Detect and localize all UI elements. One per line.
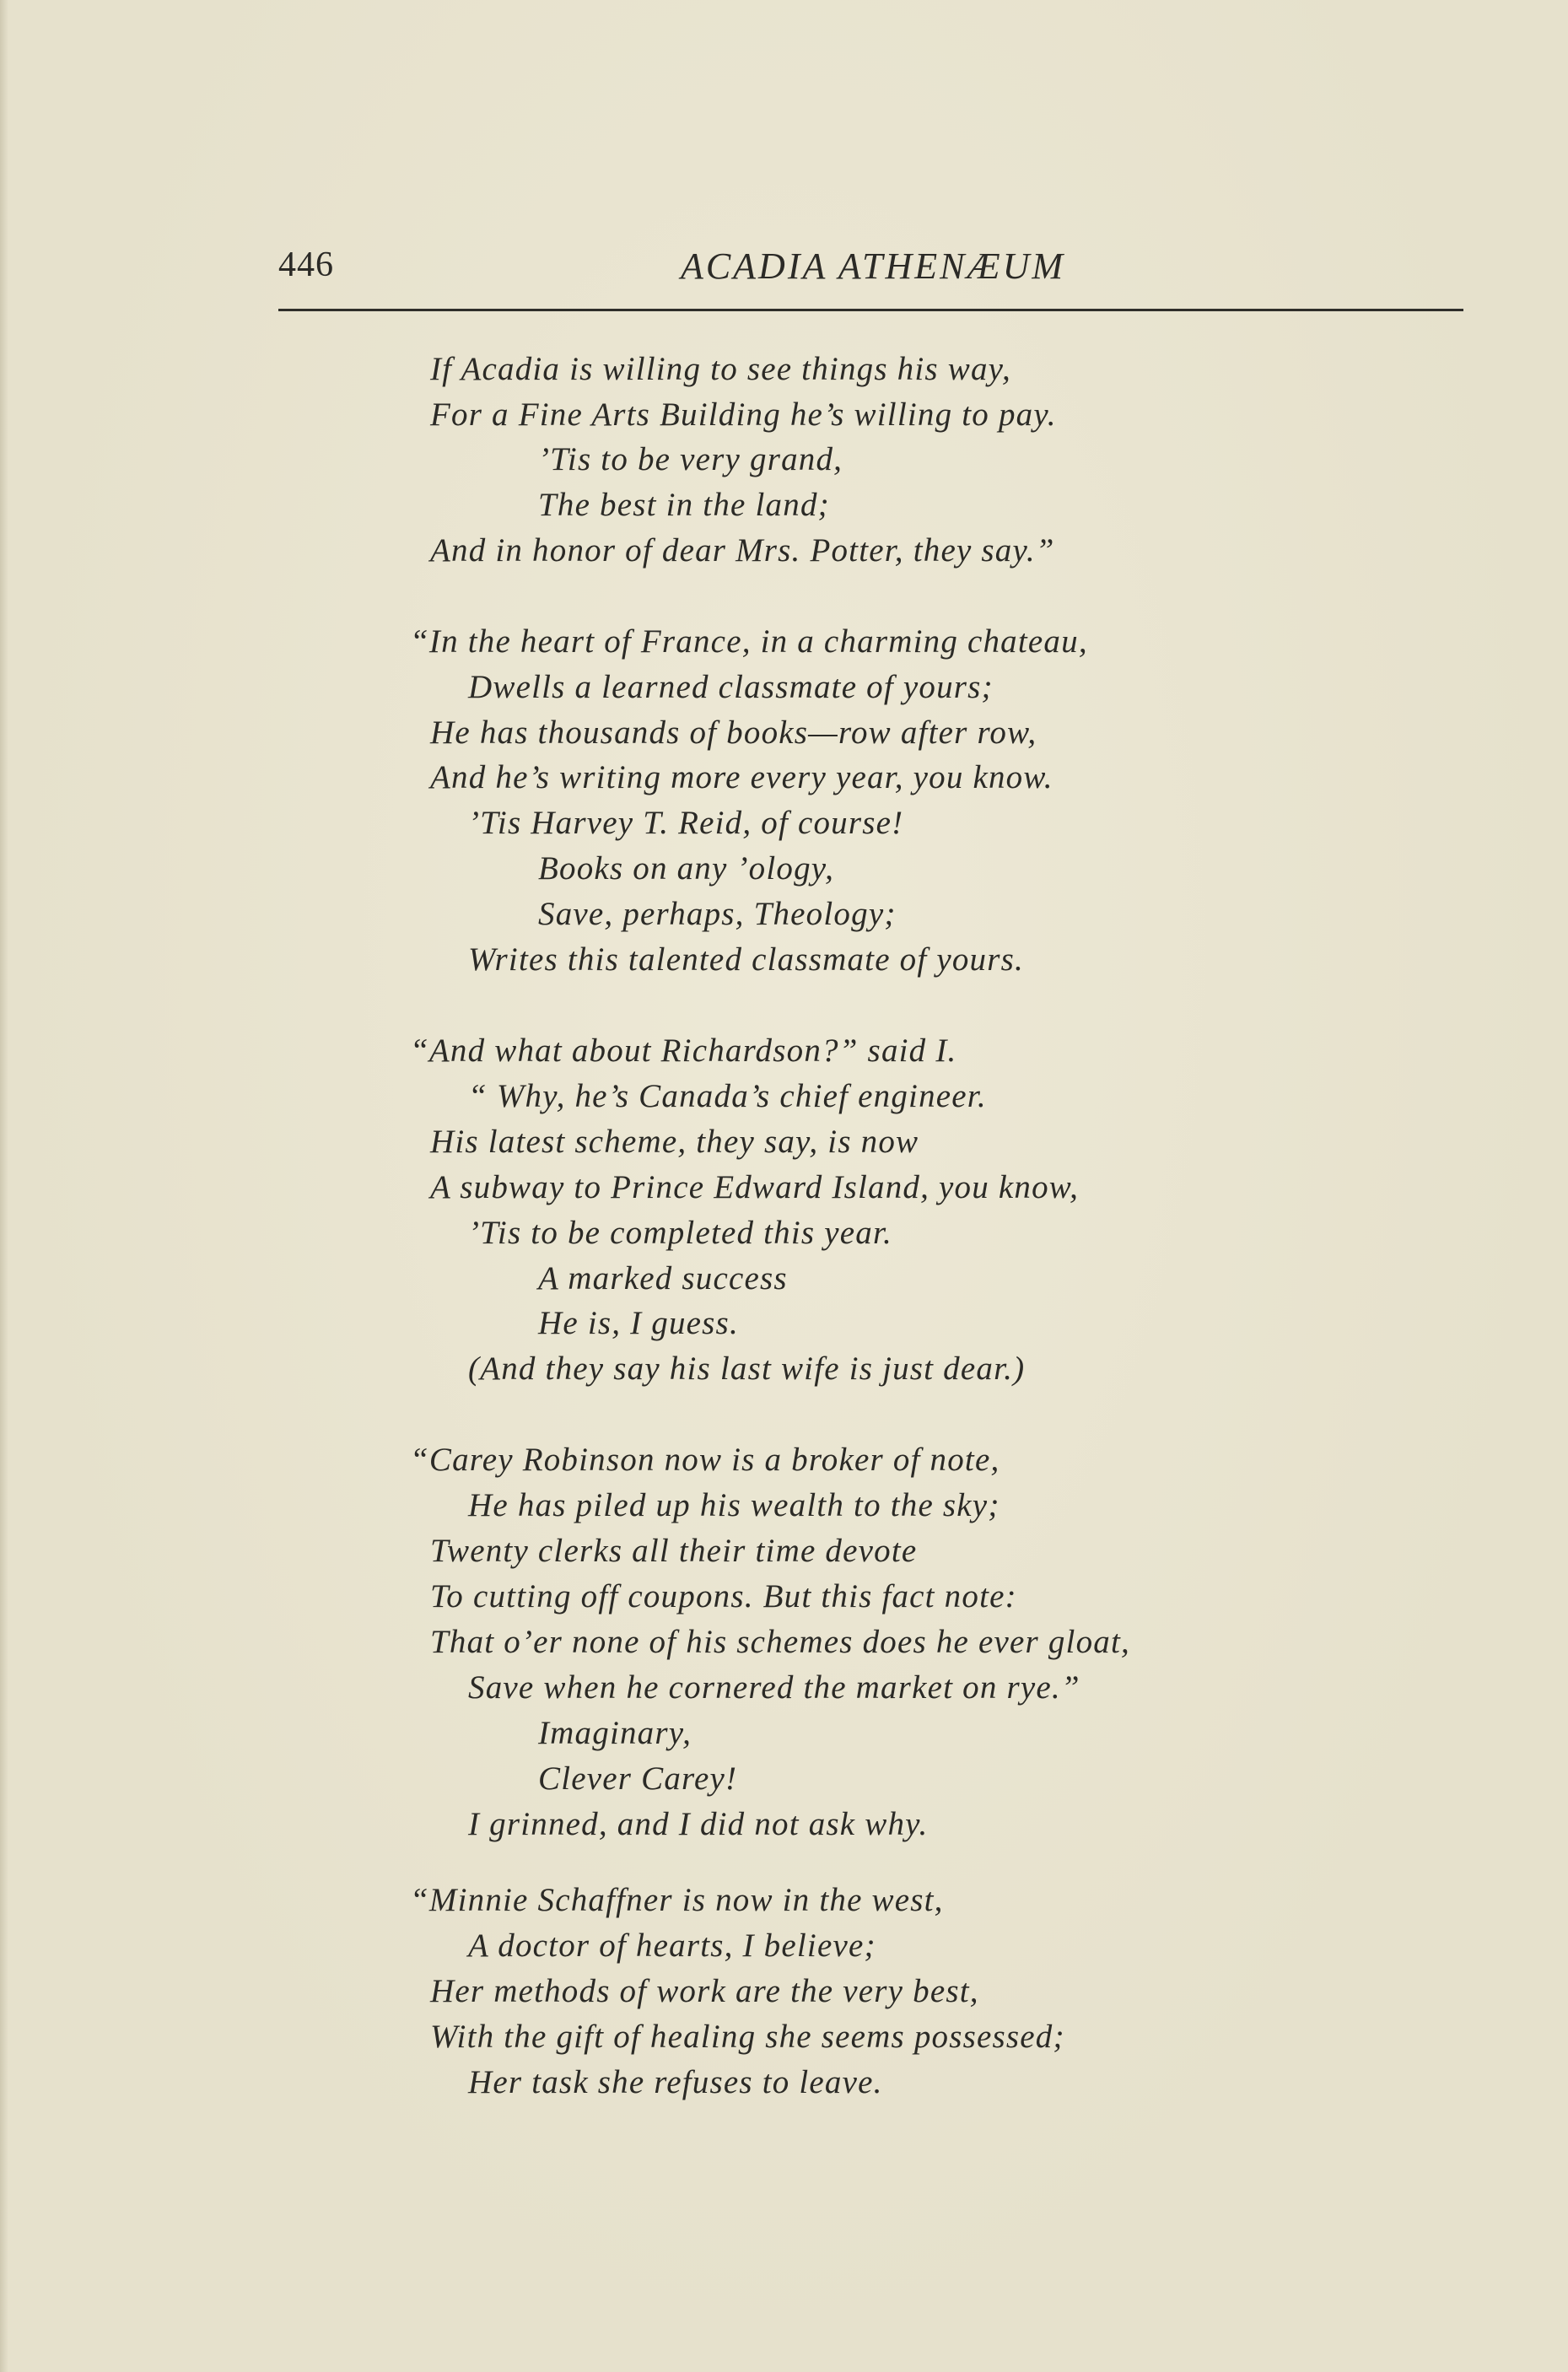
header-rule [278, 309, 1463, 311]
poem-line: A subway to Prince Edward Island, you know, [430, 1169, 1080, 1205]
poem-line: Save, perhaps, Theology; [538, 896, 897, 932]
poem-line: “Minnie Schaffner is now in the west, [410, 1882, 944, 1918]
poem-line: He is, I guess. [538, 1305, 739, 1341]
poem-line: A marked success [538, 1260, 788, 1297]
page-header [278, 245, 1459, 295]
poem-line: And he’s writing more every year, you know. [430, 759, 1053, 795]
poem-line: Her task she refuses to leave. [468, 2064, 883, 2100]
poem-line: ’Tis to be completed this year. [468, 1215, 892, 1251]
poem-line: And in honor of dear Mrs. Potter, they say.” [430, 532, 1055, 569]
poem-line: A doctor of hearts, I believe; [468, 1927, 876, 1964]
running-title: ACADIA ATHENÆUM [680, 245, 1066, 287]
poem-line: With the gift of healing she seems possessed; [430, 2019, 1065, 2055]
poem-line: Writes this talented classmate of yours. [468, 941, 1024, 978]
poem-line: “Carey Robinson now is a broker of note, [410, 1442, 1000, 1478]
poem-line: (And they say his last wife is just dear.) [468, 1350, 1026, 1387]
poem-line: Clever Carey! [538, 1760, 738, 1797]
poem-line: “In the heart of France, in a charming chateau, [410, 623, 1088, 660]
page-edge-shadow [0, 0, 8, 2372]
poem-line: If Acadia is willing to see things his way, [430, 351, 1011, 387]
poem-line: Her methods of work are the very best, [430, 1973, 979, 2009]
poem-line: Books on any ’ology, [538, 850, 835, 887]
poem-line: His latest scheme, they say, is now [430, 1124, 919, 1160]
poem-line: Dwells a learned classmate of yours; [468, 669, 994, 705]
poem-line: To cutting off coupons. But this fact note: [430, 1578, 1017, 1615]
poem-line: He has thousands of books—row after row, [430, 714, 1037, 751]
poem-line: “ Why, he’s Canada’s chief engineer. [468, 1078, 987, 1114]
page-number: 446 [278, 245, 334, 284]
poem-line: For a Fine Arts Building he’s willing to pay. [430, 396, 1057, 433]
poem-line: He has piled up his wealth to the sky; [468, 1487, 1000, 1523]
poem-line: That o’er none of his schemes does he ever gloat, [430, 1624, 1130, 1660]
poem-line: Imaginary, [538, 1715, 692, 1751]
poem-line: I grinned, and I did not ask why. [468, 1806, 929, 1842]
poem-line: Twenty clerks all their time devote [430, 1533, 918, 1569]
poem-line: “And what about Richardson?” said I. [410, 1032, 957, 1069]
poem-line: The best in the land; [538, 487, 830, 523]
poem-line: ’Tis Harvey T. Reid, of course! [468, 805, 904, 841]
poem-line: Save when he cornered the market on rye.” [468, 1669, 1080, 1706]
poem-line: ’Tis to be very grand, [538, 441, 843, 477]
